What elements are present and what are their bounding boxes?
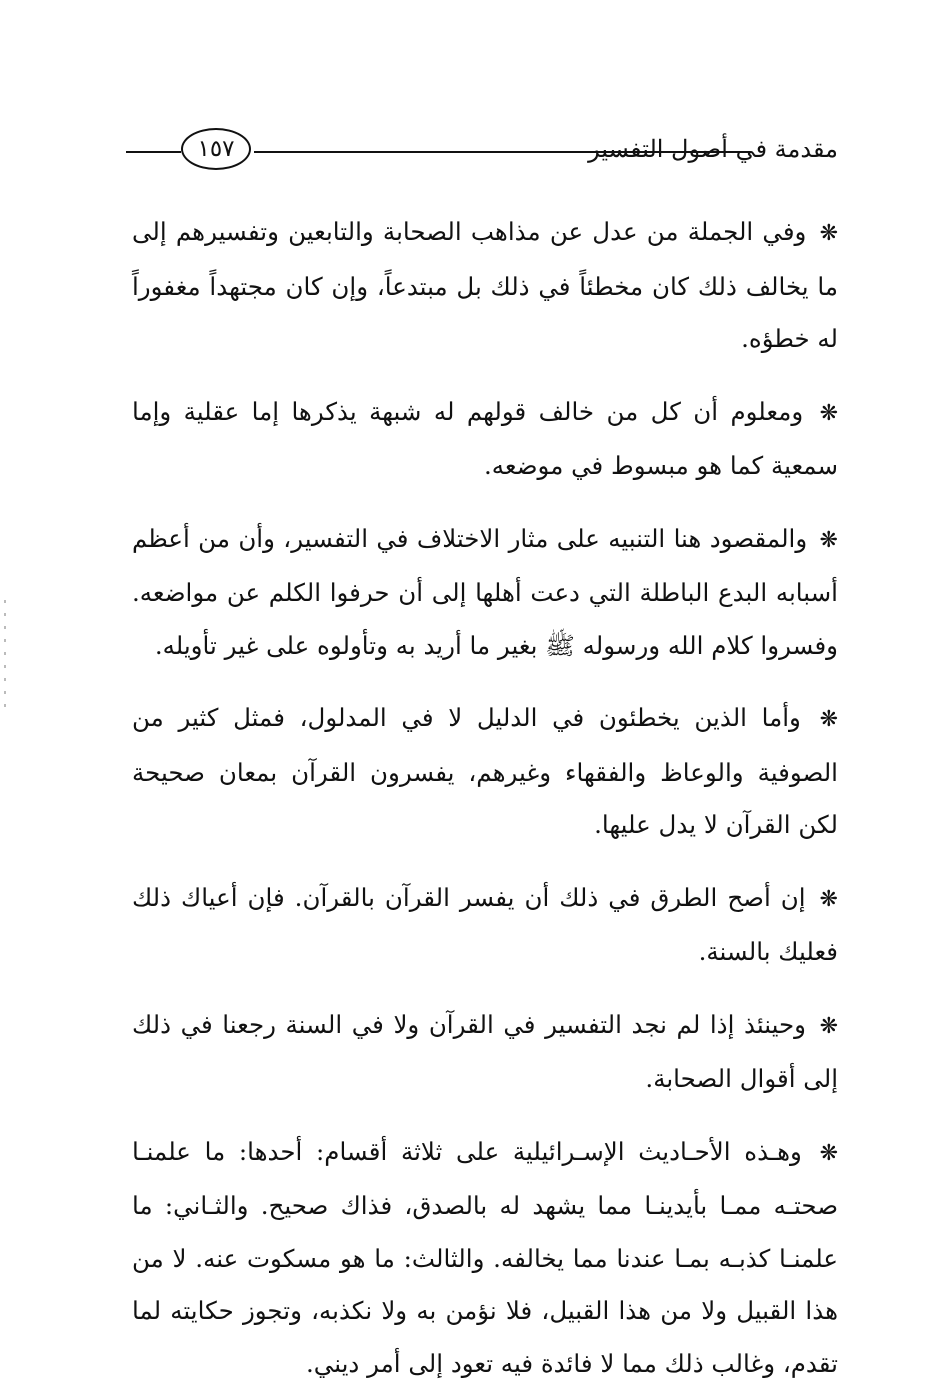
star-bullet-icon: ❋: [820, 1014, 838, 1039]
paragraph-5: [132, 872, 838, 979]
scan-margin-marks: [4, 600, 8, 720]
scan-mark: [4, 626, 6, 629]
paragraph-text: وفي الجملة من عدل عن مذاهب الصحابة والتابعين وتفسيرهم إلى ما يخالف ذلك كان مخطئاً في ذلك بل مبتدعاً، وإن كان مجتهداً مغفوراً له خطؤه.: [132, 217, 838, 353]
paragraph-text: إن أصح الطرق في ذلك أن يفسر القرآن بالقرآن. فإن أعياك ذلك فعليك بالسنة.: [132, 883, 838, 967]
star-bullet-icon: ❋: [820, 1141, 838, 1166]
paragraph-3: [132, 513, 838, 673]
paragraph-text: والمقصود هنا التنبيه على مثار الاختلاف في التفسير، وأن من أعظم أسبابه البدع الباطلة التي دعت أهلها إلى أن حرفوا الكلم عن مواضعه. وفسروا كلام الله ورسوله ﷺ بغير ما أريد به وتأولوه على غير تأويله.: [132, 524, 838, 660]
scan-mark: [4, 691, 6, 694]
scan-mark: [4, 613, 6, 616]
page-body: [132, 206, 838, 1390]
star-bullet-icon: ❋: [820, 707, 838, 732]
scan-mark: [4, 678, 6, 681]
star-bullet-icon: ❋: [820, 887, 838, 912]
scan-mark: [4, 652, 6, 655]
star-bullet-icon: ❋: [820, 401, 838, 426]
running-title: مقدمة في أصول التفسير: [588, 134, 838, 164]
paragraph-7: [132, 1126, 838, 1390]
star-bullet-icon: ❋: [820, 528, 838, 553]
scan-mark: [4, 704, 6, 707]
scan-mark: [4, 665, 6, 668]
paragraph-text: وهـذه الأحـاديث الإسـرائيلية على ثلاثة أقسام: أحدها: ما علمنـا صحتـه ممـا بأيدينـا مما يشهد له بالصدق، فذاك صحيح. والثـاني: ما علمنـا كذبـه بمـا عندنا مما يخالفه. والثالث: ما هو مسكوت عنه. لا من هذا القبيل ولا من هذا القبيل، فلا نؤمن به ولا نكذبه، وتجوز حكايته لما تقدم، وغالب ذلك مما لا فائدة فيه تعود إلى أمر ديني.: [132, 1137, 838, 1378]
scan-mark: [4, 600, 6, 603]
paragraph-2: [132, 386, 838, 493]
star-bullet-icon: ❋: [820, 221, 838, 246]
paragraph-text: ومعلوم أن كل من خالف قولهم له شبهة يذكرها إما عقلية وإما سمعية كما هو مبسوط في موضعه.: [132, 397, 838, 481]
page-number: ١٥٧: [181, 128, 251, 170]
page-header: [126, 126, 838, 182]
paragraph-4: [132, 692, 838, 852]
paragraph-text: وحينئذ إذا لم نجد التفسير في القرآن ولا في السنة رجعنا في ذلك إلى أقوال الصحابة.: [132, 1010, 838, 1094]
paragraph-6: [132, 999, 838, 1106]
header-rule-left: [126, 151, 181, 153]
paragraph-1: [132, 206, 838, 366]
paragraph-text: وأما الذين يخطئون في الدليل لا في المدلول، فمثل كثير من الصوفية والوعاظ والفقهاء وغيرهم، يفسرون القرآن بمعان صحيحة لكن القرآن لا يدل عليها.: [132, 703, 838, 839]
scan-mark: [4, 639, 6, 642]
